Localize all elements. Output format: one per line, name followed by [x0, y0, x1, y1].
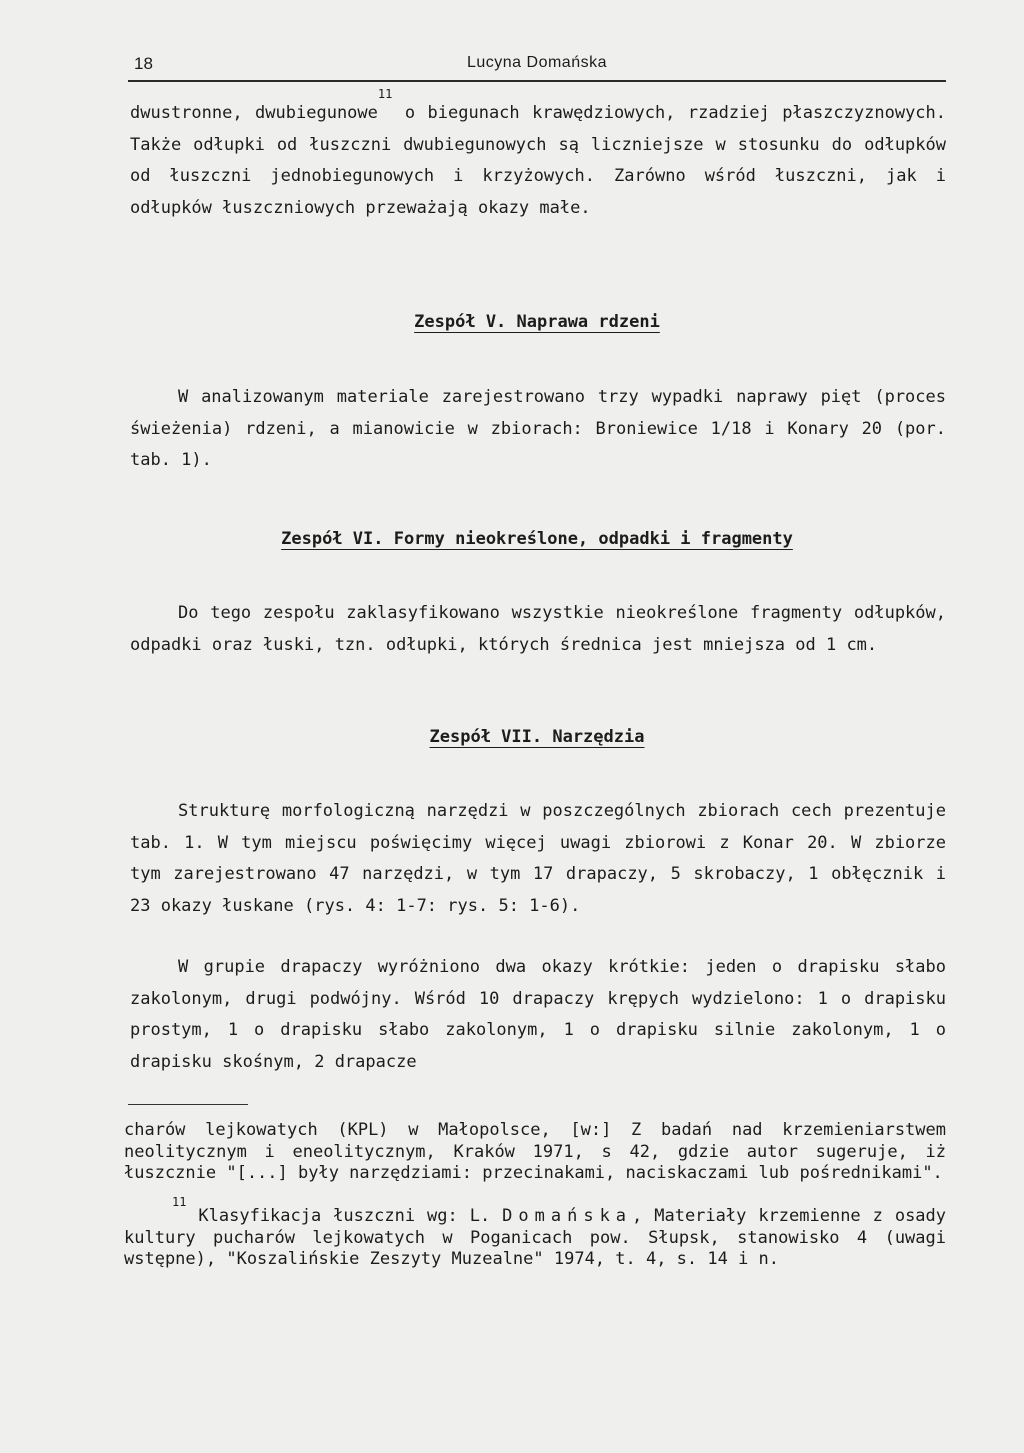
footnote-11-rest: , Materiały krzemienne z osady kultury pucharów lejkowatych w Poganicach pow. Słupsk, stanowisko 4 (uwagi wstępne), "Koszalińskie Zeszyty Muzealne" 1974, t. 4, s. 14 i n. [124, 1206, 947, 1269]
footnote-divider [128, 1104, 248, 1105]
footnote-11 [124, 1195, 947, 1271]
page-number: 18 [134, 54, 153, 73]
running-head: Lucyna Domańska [466, 54, 607, 71]
footnote-11-author: Domańska [502, 1206, 633, 1226]
section-7-title: Zespół VII. Narzędzia [429, 727, 645, 747]
section-7-paragraph-2: W grupie drapaczy wyróżniono dwa okazy krótkie: jeden o drapisku słabo zakolonym, drugi podwójny. Wśród 10 drapaczy krępych wydzielono: 1 o drapisku prostym, 1 o drapisku słabo zakolonym, 1 o drapisku silnie zakolonym, 1 o drapisku skośnym, 2 drapacze [130, 957, 946, 1072]
footnote-ref-11[interactable]: 11 [377, 87, 393, 101]
footnote-11-number: 11 [172, 1195, 187, 1209]
section-6-paragraph: Do tego zespołu zaklasyfikowano wszystkie nieokreślone fragmenty odłupków, odpadki oraz łuski, tzn. odłupki, których średnica jest mniejsza od 1 cm. [130, 603, 946, 655]
paragraph-1 [130, 87, 947, 224]
section-5-title: Zespół V. Naprawa rdzeni [414, 312, 660, 332]
section-5-heading [128, 312, 946, 332]
footnote-continued: charów lejkowatych (KPL) w Małopolsce, [w:] Z badań nad krzemieniarstwem neolitycznym i eneolitycznym, Kraków 1971, s 42, gdzie autor sugeruje, iż łuszcznie "[...] były narzędziami: przecinakami, naciskaczami lub pośrednikami". [124, 1120, 946, 1183]
page-header [128, 50, 946, 82]
section-6-heading [128, 529, 946, 549]
section-7-heading [128, 727, 946, 747]
section-5-paragraph: W analizowanym materiale zarejestrowano trzy wypadki naprawy pięt (proces świeżenia) rdzeni, a mianowicie w zbiorach: Broniewice 1/18 i Konary 20 (por. tab. 1). [130, 387, 946, 470]
section-6-title: Zespół VI. Formy nieokreślone, odpadki i fragmenty [281, 529, 793, 549]
paragraph-1-rest: o biegunach krawędziowych, rzadziej płaszczyznowych. Także odłupki od łuszczni dwubiegunowych są liczniejsze w stosunku do odłupków od łuszczni jednobiegunowych i krzyżowych. Zarówno wśród łuszczni, jak i odłupków łuszczniowych przeważają okazy małe. [130, 103, 947, 218]
footnote-11-lead: Klasyfikacja łuszczni wg: L. [186, 1206, 503, 1226]
paragraph-1-start: dwustronne, dwubiegunowe [130, 103, 378, 123]
section-7-paragraph-1: Strukturę morfologiczną narzędzi w poszczególnych zbiorach cech prezentuje tab. 1. W tym miejscu poświęcimy więcej uwagi zbiorowi z Konar 20. W zbiorze tym zarejestrowano 47 narzędzi, w tym 17 drapaczy, 5 skrobaczy, 1 obłęcznik i 23 okazy łuskane (rys. 4: 1-7: rys. 5: 1-6). [130, 801, 946, 916]
